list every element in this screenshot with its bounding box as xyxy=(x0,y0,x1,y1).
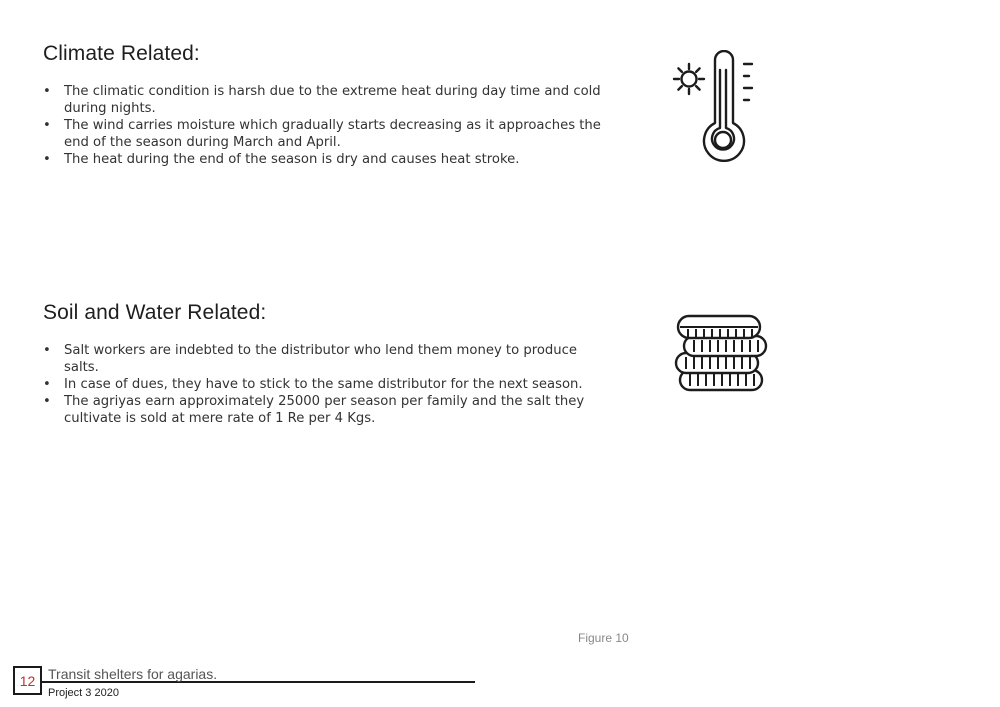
climate-section-title: Climate Related: xyxy=(43,42,200,65)
soil-bullet-item xyxy=(43,342,613,376)
climate-bullet-item xyxy=(43,117,613,151)
bullet-marker: • xyxy=(43,84,51,99)
climate-bullet-item xyxy=(43,83,613,117)
climate-bullet-text: The heat during the end of the season is dry and causes heat stroke. xyxy=(64,152,520,167)
soil-bullet-text: Salt workers are indebted to the distributor who lend them money to produce salts. xyxy=(64,343,578,375)
soil-water-bullet-list xyxy=(43,342,613,427)
soil-bullet-item xyxy=(43,393,613,427)
soil-water-section-title: Soil and Water Related: xyxy=(43,301,267,324)
climate-bullet-list xyxy=(43,83,613,168)
climate-bullet-text: The climatic condition is harsh due to the extreme heat during day time and cold during nights. xyxy=(64,84,601,116)
thermometer-sun-icon xyxy=(668,50,760,162)
footer-subtitle: Project 3 2020 xyxy=(48,687,119,699)
soil-bullet-text: In case of dues, they have to stick to the same distributor for the next season. xyxy=(64,377,583,392)
bullet-marker: • xyxy=(43,118,51,133)
climate-bullet-text: The wind carries moisture which gradually starts decreasing as it approaches the end of the season during March and April. xyxy=(64,118,601,150)
soil-bullet-item xyxy=(43,376,613,393)
bullet-marker: • xyxy=(43,152,51,167)
coin-stack-icon xyxy=(672,310,772,396)
bullet-marker: • xyxy=(43,377,51,392)
page-number: 12 xyxy=(13,666,42,695)
climate-bullet-item xyxy=(43,151,613,168)
bullet-marker: • xyxy=(43,394,51,409)
soil-bullet-text: The agriyas earn approximately 25000 per season per family and the salt they cultivate is sold at mere rate of 1 Re per 4 Kgs. xyxy=(64,394,585,426)
bullet-marker: • xyxy=(43,343,51,358)
footer-title: Transit shelters for agarias. xyxy=(48,666,218,682)
figure-caption: Figure 10 xyxy=(578,631,629,645)
